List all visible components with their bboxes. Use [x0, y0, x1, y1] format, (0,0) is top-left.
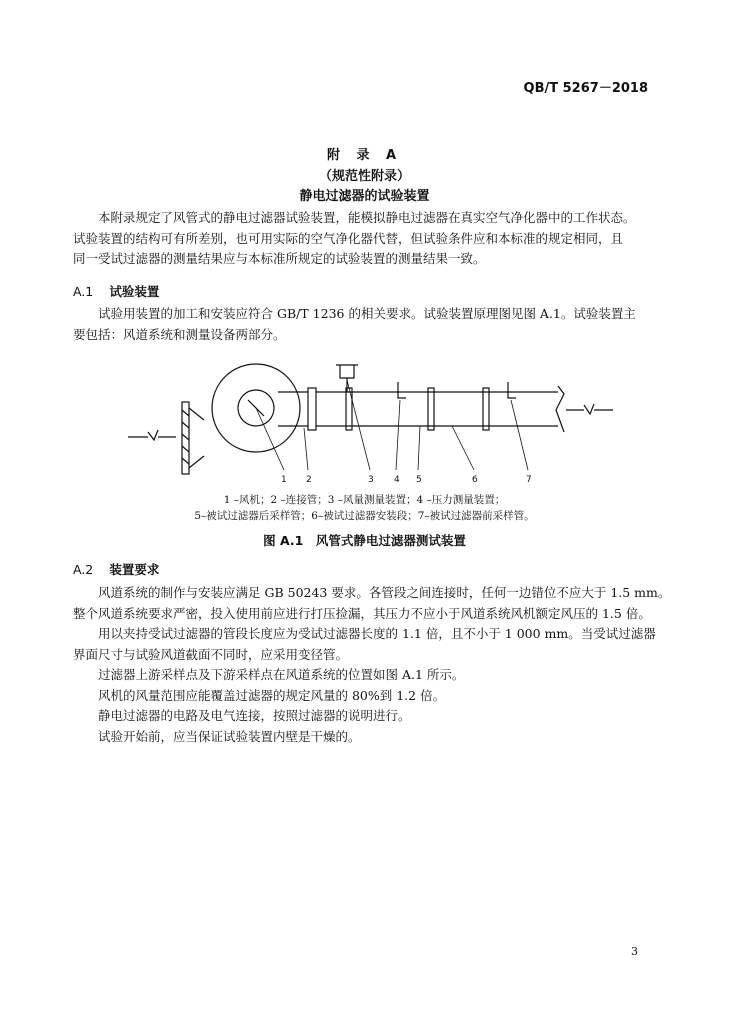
intro-paragraph	[73, 208, 655, 270]
section-a1-paragraph	[73, 304, 655, 345]
section-a2-paragraphs	[73, 583, 671, 747]
appendix-subtitle: （规范性附录）	[318, 169, 410, 184]
page-number: 3	[631, 945, 638, 958]
appendix-name: 静电过滤器的试验装置	[299, 189, 430, 204]
a2-line: 过滤器上游采样点及下游采样点在风道系统的位置如图 A.1 所示。	[98, 667, 465, 682]
section-number: A.2	[73, 562, 94, 577]
intro-line: 本附录规定了风管式的静电过滤器试验装置，能模拟静电过滤器在真实空气净化器中的工作状态。	[98, 210, 636, 225]
fig-label-4: 4	[394, 475, 400, 485]
a1-line: 要包括：风道系统和测量设备两部分。	[73, 326, 286, 342]
figure-legend-line: 1 –风机；2 –连接管；3 –风量测量装置；4 –压力测量装置；	[223, 494, 506, 506]
intro-line: 试验装置的结构可有所差别，也可用实际的空气净化器代替，但试验条件应和本标准的规定相同，且	[73, 230, 624, 246]
intro-line: 同一受试过滤器的测量结果应与本标准所规定的试验装置的测量结果一致。	[73, 251, 486, 266]
a2-line: 风道系统的制作与安装应满足 GB 50243 要求。各管段之间连接时，任何一边错位不应大于 1.5 mm。	[98, 585, 671, 600]
appendix-title: 附 录 A	[326, 148, 403, 163]
section-a1-heading	[73, 282, 159, 300]
a2-line: 整个风道系统要求严密，投入使用前应进行打压捡漏，其压力不应小于风道系统风机额定风压的 1.5 倍。	[73, 605, 651, 621]
section-title: 试验装置	[109, 284, 160, 299]
test-apparatus-diagram	[118, 360, 618, 490]
fig-label-7: 7	[526, 475, 532, 485]
fig-label-3: 3	[368, 475, 374, 485]
document-code: QB/T 5267－2018	[523, 81, 648, 96]
fig-label-6: 6	[472, 475, 478, 485]
a2-line: 试验开始前，应当保证试验装置内壁是干燥的。	[98, 728, 361, 744]
figure-legend-line: 5–被试过滤器后采样管；6–被试过滤器安装段；7–被试过滤器前采样管。	[194, 510, 535, 522]
a2-line: 静电过滤器的电路及电气连接，按照过滤器的说明进行。	[98, 708, 411, 723]
section-a2-heading	[73, 560, 159, 578]
section-number: A.1	[73, 284, 94, 299]
a2-line: 风机的风量范围应能覆盖过滤器的规定风量的 80%到 1.2 倍。	[98, 687, 446, 703]
figure-caption: 图 A.1 风管式静电过滤器测试装置	[263, 533, 466, 548]
a1-line: 试验用装置的加工和安装应符合 GB/T 1236 的相关要求。试验装置原理图见图 A.1。试验装置主	[98, 306, 636, 321]
fig-label-1: 1	[281, 475, 287, 485]
fig-label-2: 2	[306, 475, 312, 485]
section-title: 装置要求	[109, 562, 160, 577]
a2-line: 用以夹持受试过滤器的管段长度应为受试过滤器长度的 1.1 倍，且不小于 1 000 mm。当受试过滤器	[98, 626, 656, 641]
fig-label-5: 5	[416, 475, 422, 485]
a2-line: 界面尺寸与试验风道截面不同时，应采用变径管。	[73, 646, 349, 662]
